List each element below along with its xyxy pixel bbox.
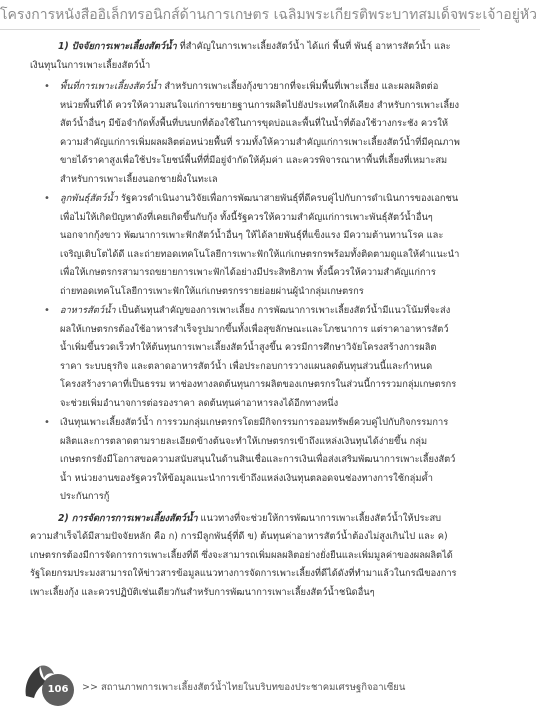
page-footer (0, 660, 480, 706)
page-header (0, 0, 537, 30)
bullet-term: อาหารสัตว์น้ำ (60, 305, 116, 316)
list-item (44, 78, 460, 189)
section-2-number: 2) (58, 512, 69, 524)
section-2-heading: การจัดการการเพาะเลี้ยงสัตว์น้ำ (71, 512, 198, 524)
bullet-text: รัฐควรดำเนินงานวิจัยเพื่อการพัฒนาสายพันธุ์ที่ดีครบคู่ไปกับการดำเนินการของเอกชน เพื่อไม่ให้เกิดปัญหาดังที่เคยเกิดขึ้นกับกุ้ง ทั้งนี้รัฐควรให้ความสำคัญแก่การเพาะพันธุ์สัตว์น้ำอื่นๆ นอกจากกุ้งขาว พัฒนาการเพาะฟักสัตว์น้ำอื่นๆ ให้ได้ลายพันธุ์ที่แข็งแรง มีความต้านทานโรค และเจริญเติบโตได้ดี และถ่ายทอดเทคโนโลยีการเพาะฟักให้แก่เกษตรกรพร้อมทั้งติดตามดูแลให้คำแนะนำเพื่อให้เกษตรกรสามารถขยายการเพาะฟักได้อย่างมีประสิทธิภาพ ทั้งนี้ควรให้ความสำคัญแก่การถ่ายทอดเทคโนโลยีการเพาะฟักให้แก่เกษตรกรรายย่อยผ่านผู้นำกลุ่มเกษตรกร (60, 193, 460, 297)
list-item (44, 414, 460, 507)
section-2-paragraph (30, 510, 460, 603)
page-number: 106 (47, 684, 69, 695)
section-1-heading: ปัจจัยการเพาะเลี้ยงสัตว์น้ำ (71, 41, 177, 52)
bullet-icon: • (44, 417, 50, 428)
list-item (44, 302, 460, 413)
section-2-text: แนวทางที่จะช่วยให้การพัฒนาการเพาะเลี้ยงสัตว์น้ำให้ประสบความสำเร็จได้มีสามปัจจัยหลัก คือ ก) การมีลูกพันธุ์ที่ดี ข) ต้นทุนค่าอาหารสัตว์น้ำต้องไม่สูงเกินไป และ ค) เกษตรกรต้องมีการจัดการการเพาะเลี้ยงที่ดี ซึ่งจะสามารถเพิ่มผลผลิตอย่างยั่งยืนและเพิ่มมูลค่าของผลผลิตได้ รัฐโดยกรมประมงสามารถให้ข่าวสารข้อมูลแนวทางการจัดการเพาะเลี้ยงที่ดีได้ดังที่ทำมาแล้วในกรณีของการเพาะเลี้ยงกุ้ง และควรปฏิบัติเช่นเดียวกันสำหรับการพัฒนาการเพาะเลี้ยงสัตว์น้ำชนิดอื่นๆ (30, 512, 457, 598)
section-1-text: ที่สำคัญในการเพาะเลี้ยงสัตว์น้ำ ได้แก่ พื้นที่ พันธุ์ อาหารสัตว์น้ำ และเงินทุนในการเพาะเลี้ยงสัตว์น้ำ (30, 41, 451, 71)
section-1-bullet-list (30, 78, 460, 507)
bullet-icon: • (44, 81, 50, 92)
section-1-intro (30, 38, 460, 75)
section-1-number: 1) (58, 41, 69, 52)
bullet-text: เงินทุนเพาะเลี้ยงสัตว์น้ำ การรวมกลุ่มเกษตรกรโดยมีกิจกรรมการออมทรัพย์ควบคู่ไปกับกิจกรรมการผลิตและการตลาดตามรายละเอียดข้างต้นจะทำให้เกษตรกรเข้าถึงแหล่งเงินทุนได้ง่ายขึ้น กลุ่มเกษตรกรยังมีโอกาสขอความสนับสนุนในด้านสินเชื่อและการเงินเพื่อส่งเสริมพัฒนาการเพาะเลี้ยงสัตว์น้ำ หน่วยงานของรัฐควรให้ข้อมูลแนะนำการเข้าถึงแหล่งเงินทุนตลอดจนช่องทางการใช้กลุ่มค้ำประกันการกู้ (60, 417, 456, 502)
bullet-term: ลูกพันธุ์สัตว์น้ำ (60, 193, 118, 204)
list-item (44, 190, 460, 301)
header-title: โครงการหนังสืออิเล็กทรอนิกส์ด้านการเกษตร เฉลิมพระเกียรติพระบาทสมเด็จพระเจ้าอยู่หัว (0, 7, 537, 23)
page-number-badge (42, 674, 74, 706)
bullet-term: พื้นที่การเพาะเลี้ยงสัตว์น้ำ (60, 81, 162, 92)
bullet-text: เป็นต้นทุนสำคัญของการเพาะเลี้ยง การพัฒนาการเพาะเลี้ยงสัตว์น้ำมีแนวโน้มที่จะส่งผลให้เกษตรกรต้องใช้อาหารสำเร็จรูปมากขึ้นทั้งเพื่อสุขลักษณะและโภชนาการ แต่ราคาอาหารสัตว์น้ำเพิ่มขึ้นรวดเร็วทำให้ต้นทุนการเพาะเลี้ยงสัตว์น้ำสูงขึ้น ควรมีการศึกษาวิจัยโครงสร้างการผลิต ราคา ระบบธุรกิจ และตลาดอาหารสัตว์น้ำ เพื่อประกอบการวางแผนลดต้นทุนส่วนนี้และกำหนดโครงสร้างราคาที่เป็นธรรม หาช่องทางลดต้นทุนการผลิตของเกษตรกรในส่วนนี้การรวมกลุ่มเกษตรกรจะช่วยเพิ่มอำนาจการต่อรองราคา ลดต้นทุนค่าอาหารลงได้อีกทางหนึ่ง (60, 305, 457, 409)
bullet-icon: • (44, 193, 50, 204)
bullet-icon: • (44, 305, 50, 316)
bullet-text: สำหรับการเพาะเลี้ยงกุ้งขาวยากที่จะเพิ่มพื้นที่เพาะเลี้ยง และผลผลิตต่อหน่วยพื้นที่ได้ ควรให้ความสนใจแก่การขยายฐานการผลิตไปยังประเทศใกล้เคียง สำหรับการเพาะเลี้ยงสัตว์น้ำอื่นๆ มีข้อจำกัดทั้งพื้นที่บนบกที่ต้องใช้ในการขุดบ่อและพื้นที่ในน้ำที่ต้องใช้วางกระชัง ควรให้ความสำคัญแก่การเพิ่มผลผลิตต่อหน่วยพื้นที่ รวมทั้งให้ความสำคัญแก่การเพาะเลี้ยงสัตว์น้ำที่มีคุณภาพขายได้ราคาสูงเพื่อใช้ประโยชน์พื้นที่ที่มีอยู่จำกัดให้คุ้มค่า และควรพิจารณาหาพื้นที่เลี้ยงที่เหมาะสมสำหรับการเพาะเลี้ยงนอกชายฝั่งในทะเล (60, 81, 460, 185)
footer-caption: >> สถานภาพการเพาะเลี้ยงสัตว์น้ำไทยในบริบทของประชาคมเศรษฐกิจอาเซียน (82, 682, 406, 693)
page-content (30, 38, 460, 602)
